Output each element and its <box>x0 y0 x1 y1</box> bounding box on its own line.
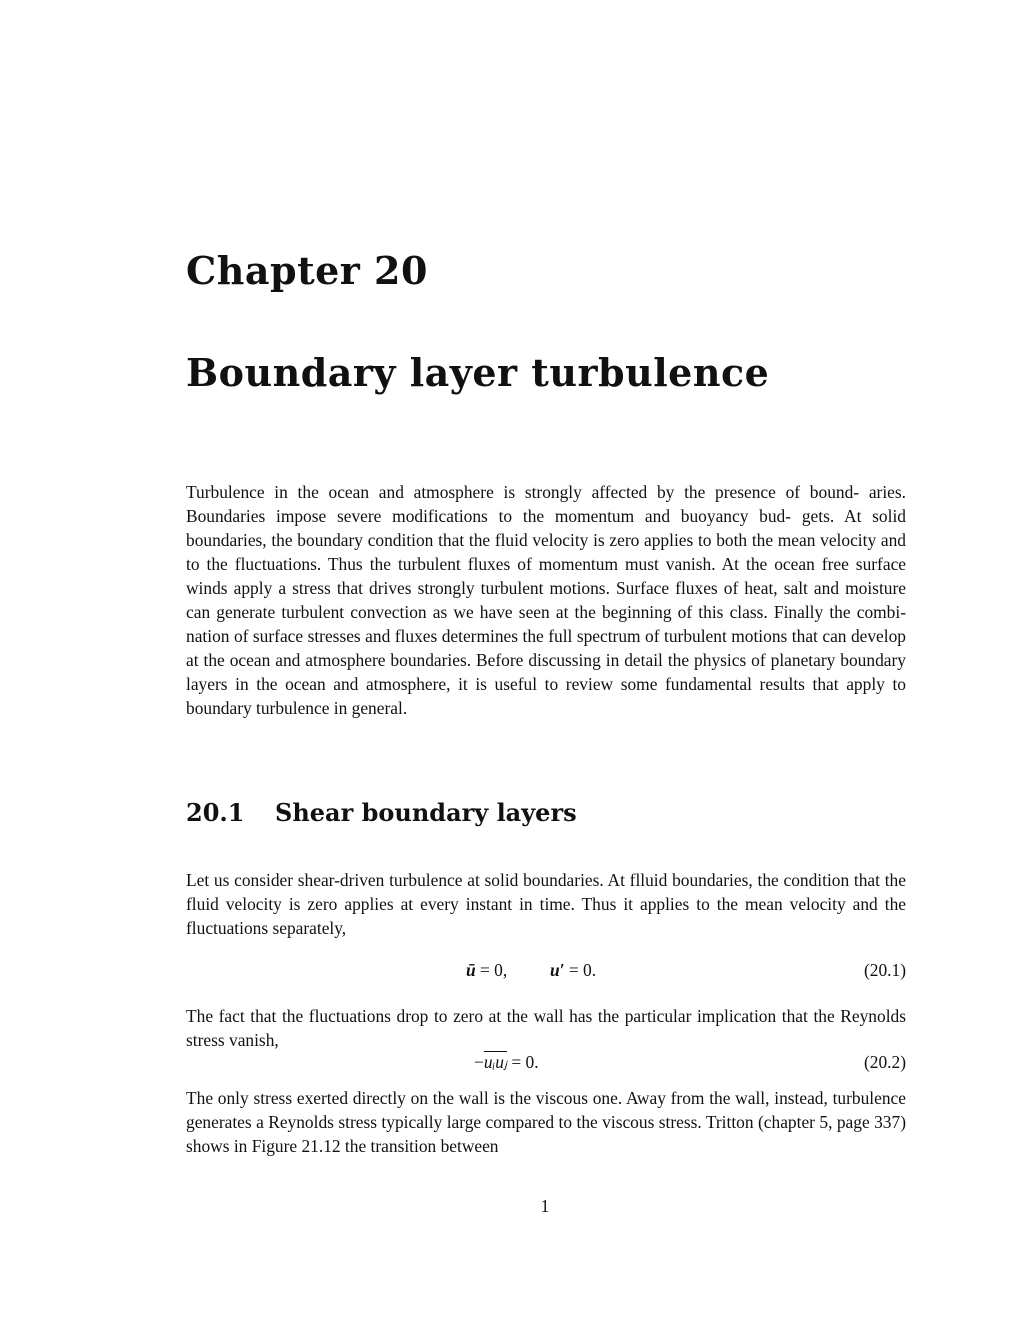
text-line: gets. At solid boundaries, the boundary condition that the fluid velocity is zero <box>186 506 906 550</box>
text-line: Turbulence in the ocean and atmosphere is strongly affected by the presence of bound- <box>186 482 860 502</box>
intro-paragraph <box>186 480 906 720</box>
text-line: Let us consider shear-driven turbulence at solid boundaries. At flluid boundaries, <box>186 870 753 890</box>
text-line: applies to both the mean velocity and to the fluctuations. Thus the turbulent fluxes <box>186 530 906 574</box>
text-line: applies to the mean velocity and the fluctuations separately, <box>186 894 906 938</box>
equation-body <box>474 1052 539 1073</box>
text-line: turbulent convection as we have seen at the beginning of this class. Finally the combi- <box>281 602 906 622</box>
paragraph-text <box>186 480 906 720</box>
equation-20-2 <box>186 1052 906 1078</box>
reynolds-paragraph <box>186 1004 906 1052</box>
equation-body <box>466 960 596 981</box>
text-line: stress. Tritton (chapter 5, page 337) shows in Figure 21.12 the transition between <box>186 1112 906 1156</box>
equation-rhs: = 0, <box>475 960 508 980</box>
minus-sign: − <box>474 1052 484 1072</box>
equation-rhs: = 0. <box>507 1052 539 1072</box>
text-line: of momentum must vanish. At the ocean free surface winds apply a stress that drives <box>186 554 907 598</box>
chapter-label: Chapter 20 <box>186 248 428 293</box>
paragraph-text <box>186 868 906 940</box>
paragraph-text <box>186 1004 906 1052</box>
equation-number: (20.2) <box>863 1052 906 1072</box>
paragraph-text <box>186 1086 906 1158</box>
text-line: The fact that the fluctuations drop to zero at the wall has the particular implication <box>186 1006 777 1026</box>
fluctuation-symbol: u′ <box>549 960 565 980</box>
shear-paragraph <box>186 868 906 940</box>
chapter-title: Boundary layer turbulence <box>186 350 770 395</box>
reynolds-stress-term: uᵢuⱼ <box>483 1052 507 1072</box>
text-line: strongly turbulent motions. Surface fluxes of heat, salt and moisture can generate <box>186 578 906 622</box>
equation-20-1 <box>186 960 906 986</box>
text-line: nation of surface stresses and fluxes determines the full spectrum of turbulent motions <box>186 626 788 646</box>
section-number: 20.1 <box>186 798 245 827</box>
text-line: the physics of planetary boundary layers in the ocean and atmosphere, it is useful to <box>186 650 906 694</box>
text-line: instead, turbulence generates a Reynolds stress typically large compared to the viscous <box>186 1088 906 1132</box>
text-line: The only stress exerted directly on the wall is the viscous one. Away from the wall, <box>186 1088 770 1108</box>
text-line: that can develop at the ocean and atmosphere boundaries. Before discussing in detail <box>186 626 906 670</box>
text-line: the condition that the fluid velocity is zero applies at every instant in time. Thus it <box>186 870 906 914</box>
mean-velocity-symbol: ū <box>466 960 476 980</box>
viscous-paragraph <box>186 1086 906 1158</box>
equation-number: (20.1) <box>863 960 906 980</box>
text-line: that the Reynolds stress vanish, <box>186 1006 906 1050</box>
equation-rhs: = 0. <box>564 960 597 980</box>
section-title: Shear boundary layers <box>275 798 577 827</box>
text-line: review some fundamental results that apply to boundary turbulence in general. <box>186 674 906 718</box>
page-number: 1 <box>540 1196 550 1216</box>
text-line: aries. Boundaries impose severe modifications to the momentum and buoyancy bud- <box>186 482 906 526</box>
section-heading <box>186 798 577 827</box>
